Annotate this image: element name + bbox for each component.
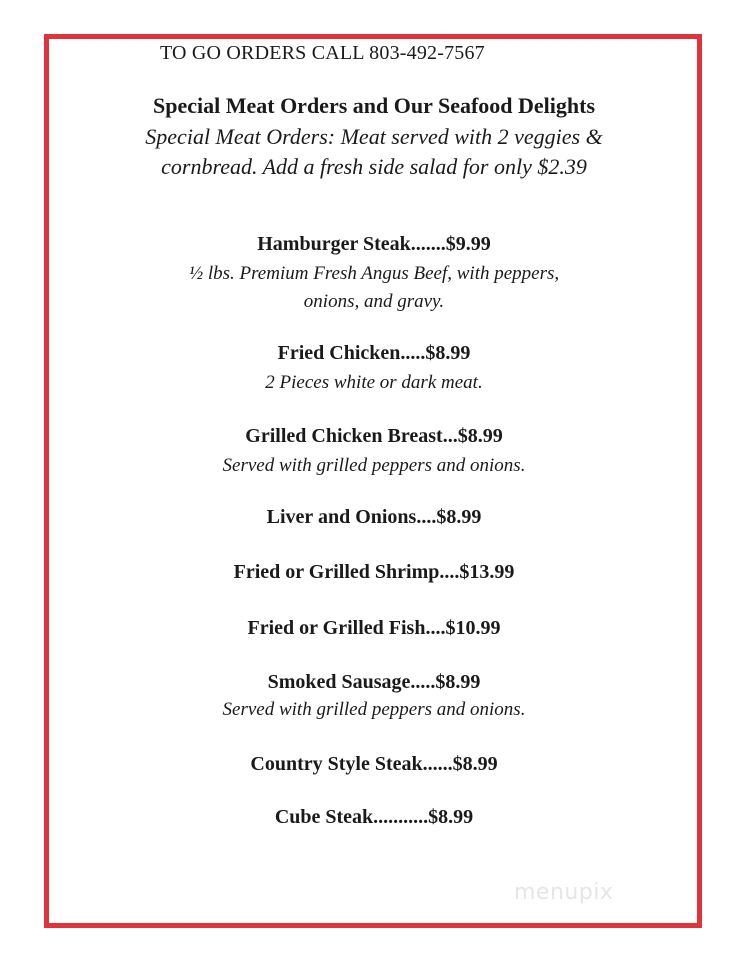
intro-line-1: Special Meat Orders: Meat served with 2 veggies & — [145, 124, 603, 149]
menu-item-fried-chicken: Fried Chicken.....$8.99 — [277, 342, 471, 364]
to-go-phone-line: TO GO ORDERS CALL 803-492-7567 — [160, 42, 485, 64]
desc-line-2: onions, and gravy. — [303, 291, 445, 312]
menu-section-title: Special Meat Orders and Our Seafood Delights — [152, 93, 596, 118]
menu-item-fried-chicken-desc: 2 Pieces white or dark meat. — [265, 372, 483, 393]
desc-line-1: ½ lbs. Premium Fresh Angus Beef, with peppers, — [188, 263, 560, 284]
menu-item-fish: Fried or Grilled Fish....$10.99 — [247, 617, 501, 639]
menu-item-cube-steak: Cube Steak...........$8.99 — [274, 806, 474, 828]
menu-item-hamburger-steak-desc — [0, 260, 748, 316]
intro-line-2: cornbread. Add a fresh side salad for only $2.39 — [161, 154, 587, 179]
menupix-watermark: menupix — [514, 880, 614, 905]
menu-item-country-style-steak: Country Style Steak......$8.99 — [250, 753, 498, 775]
menu-item-grilled-chicken-breast: Grilled Chicken Breast...$8.99 — [245, 425, 503, 447]
menu-item-liver-and-onions: Liver and Onions....$8.99 — [266, 506, 482, 528]
menu-item-hamburger-steak: Hamburger Steak.......$9.99 — [257, 233, 491, 255]
menu-item-smoked-sausage-desc: Served with grilled peppers and onions. — [222, 699, 526, 720]
menu-intro-text — [74, 122, 674, 182]
menu-item-grilled-chicken-breast-desc: Served with grilled peppers and onions. — [222, 455, 526, 476]
menu-item-smoked-sausage: Smoked Sausage.....$8.99 — [267, 671, 481, 693]
menu-item-shrimp: Fried or Grilled Shrimp....$13.99 — [233, 561, 515, 583]
